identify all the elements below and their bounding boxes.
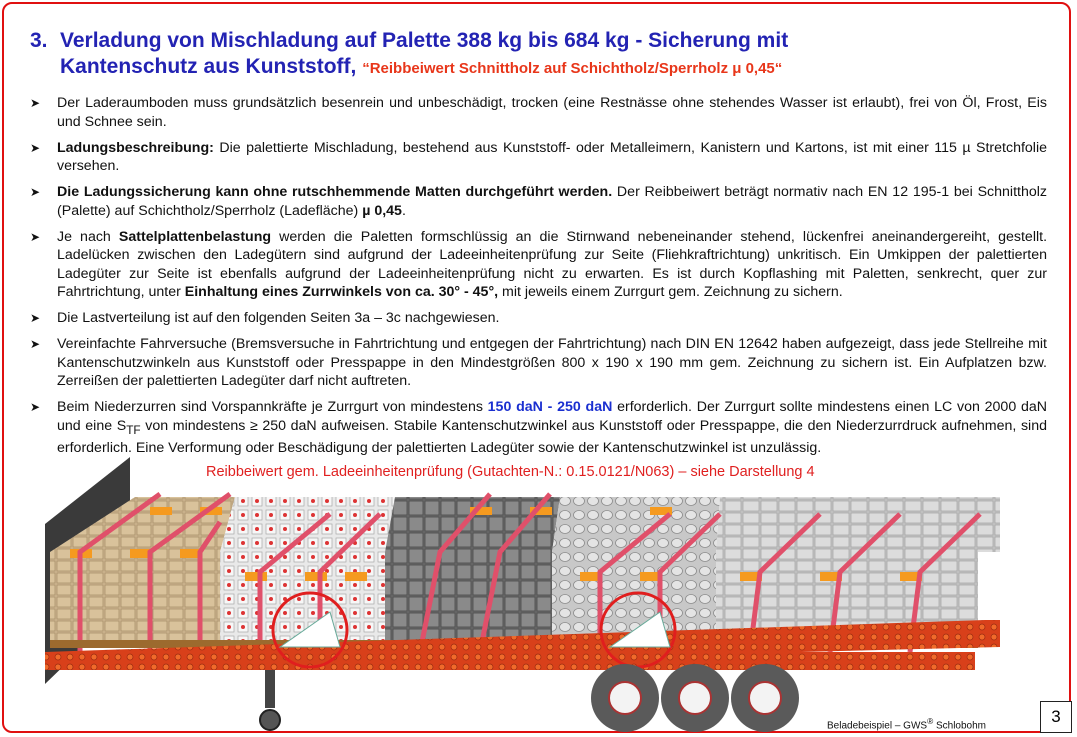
bullet-text: erforderlich. Der Zurrgurt sollte mindestens einen LC von 2000 daN und eine S bbox=[57, 399, 1047, 434]
bullet-text: Vereinfachte Fahrversuche (Bremsversuche in Fahrtrichtung und entgegen der Fahrtrichtung) nach DIN EN 12642 haben aufgezeigt, dass jede Stellreihe mit Kantenschutzwinkeln aus Kunststoff oder Presspappe in den Mindestgrößen 800 x 190 x 190 mm gem. Zeichnung zu sichern ist. Ein Aufplatzen bzw. Zerreißen der palettierten Ladegüter darf nicht auftreten. bbox=[57, 336, 1047, 389]
bullet-item bbox=[30, 139, 1047, 176]
bullet-highlight: 150 daN - 250 daN bbox=[487, 399, 613, 415]
landing-gear-foot bbox=[260, 710, 280, 730]
trailer-deck-edge bbox=[45, 652, 975, 670]
bullet-item bbox=[30, 309, 1047, 328]
landing-gear bbox=[265, 670, 275, 708]
bullet-item bbox=[30, 183, 1047, 220]
footer-text: Beladebeispiel – GWS bbox=[827, 720, 928, 732]
bullet-text: Beim Niederzurren sind Vorspannkräfte je Zurrgurt von mindestens bbox=[57, 399, 488, 415]
trailer-illustration bbox=[40, 452, 1000, 734]
title-line-1: Verladung von Mischladung auf Palette 388 kg bis 684 kg - Sicherung mit bbox=[60, 29, 789, 52]
bullet-item bbox=[30, 398, 1047, 457]
arrow-bullet-icon: ➤ bbox=[30, 311, 41, 325]
title-subtitle: “Reibbeiwert Schnittholz auf Schichtholz/Sperrholz μ 0,45“ bbox=[362, 60, 783, 77]
figure-caption: Reibbeiwert gem. Ladeeinheitenprüfung (Gutachten-N.: 0.15.0121/N063) – siehe Darstellung 4 bbox=[206, 464, 815, 480]
bullet-text: von mindestens ≥ 250 daN aufweisen. Stabile Kantenschutzwinkel aus Kunststoff oder Presspappe, die den Niederzurrdruck aufnehmen, sind erforderlich. Eine Verformung oder Beschädigung der palettierten Ladegüter sowie der Kantenschutzwinkel ist unzulässig. bbox=[57, 417, 1047, 456]
bullet-text: Der Laderaumboden muss grundsätzlich besenrein und unbeschädigt, trocken (eine Restnässe ohne stehendes Wasser ist erlaubt), frei von Öl, Frost, Eis und Schnee sein. bbox=[57, 95, 1047, 130]
bullet-item bbox=[30, 335, 1047, 391]
footer-text: Schlobohm bbox=[933, 720, 987, 732]
footer-registered: ® bbox=[927, 716, 934, 726]
cargo-greyboxes-top bbox=[716, 497, 1000, 552]
trailer-wheels bbox=[591, 664, 799, 732]
arrow-bullet-icon: ➤ bbox=[30, 185, 41, 199]
cargo-cartons bbox=[50, 552, 220, 644]
arrow-bullet-icon: ➤ bbox=[30, 96, 41, 110]
cargo-canisters bbox=[220, 552, 385, 644]
title-number: 3. bbox=[30, 29, 48, 52]
bullet-text: werden die Paletten formschlüssig an die Stirnwand nebeneinander stehend, lückenfrei aneinandergereiht, gestellt. Ladelücken zwischen den Ladegütern sind aufgrund der Ladeeinheitenprüfung zur Seite (Fliehkraftrichtung) unkritisch. Ein Umkippen der palettierten Ladegüter zur Seite ist ebenfalls aufgrund der Ladeeinheitenprüfung nicht zu erwarten. Es ist durch Kopflashing mit Paletten, senkrecht, quer zur Fahrtrichtung, unter bbox=[57, 228, 1048, 300]
bullet-text: Die palettierte Mischladung, bestehend aus Kunststoff- oder Metalleimern, Kanistern und Kartons, ist mit einer 115 µ Stretchfolie versehen. bbox=[57, 139, 1047, 174]
bullet-bold: Einhaltung eines Zurrwinkels von ca. 30° - 45°, bbox=[184, 284, 499, 300]
bullet-bold: Sattelplattenbelastung bbox=[118, 228, 272, 245]
bullet-item bbox=[30, 228, 1047, 302]
arrow-bullet-icon: ➤ bbox=[30, 229, 41, 244]
page-title bbox=[30, 28, 1050, 82]
bullet-text: Je nach bbox=[57, 228, 119, 245]
bullet-list bbox=[30, 94, 1047, 465]
page-number: 3 bbox=[1040, 701, 1072, 733]
arrow-bullet-icon: ➤ bbox=[30, 140, 41, 155]
footer-credit bbox=[827, 716, 986, 731]
bullet-bold: µ 0,45 bbox=[362, 202, 402, 219]
bullet-text: . bbox=[401, 202, 406, 219]
arrow-bullet-icon: ➤ bbox=[30, 337, 41, 351]
bullet-text: mit jeweils einem Zurrgurt gem. Zeichnung zu sichern. bbox=[498, 284, 843, 300]
bullet-text: Der Reibbeiwert beträgt normativ nach EN 12 195-1 bei Schnittholz (Palette) auf Schichtholz/Sperrholz (Ladefläche) bbox=[57, 184, 1047, 219]
bullet-text: Die Lastverteilung ist auf den folgenden Seiten 3a – 3c nachgewiesen. bbox=[57, 310, 500, 326]
cargo-darkboxes bbox=[385, 552, 552, 644]
cargo-darkboxes-top bbox=[385, 497, 560, 552]
bullet-bold: Die Ladungssicherung kann ohne rutschhemmende Matten durchgeführt werden. bbox=[57, 184, 613, 200]
bullet-item bbox=[30, 94, 1047, 131]
arrow-bullet-icon: ➤ bbox=[30, 400, 41, 414]
bullet-subscript: TF bbox=[126, 422, 141, 437]
title-line-2: Kantenschutz aus Kunststoff, bbox=[60, 55, 357, 78]
bullet-bold: Ladungsbeschreibung: bbox=[57, 139, 214, 156]
